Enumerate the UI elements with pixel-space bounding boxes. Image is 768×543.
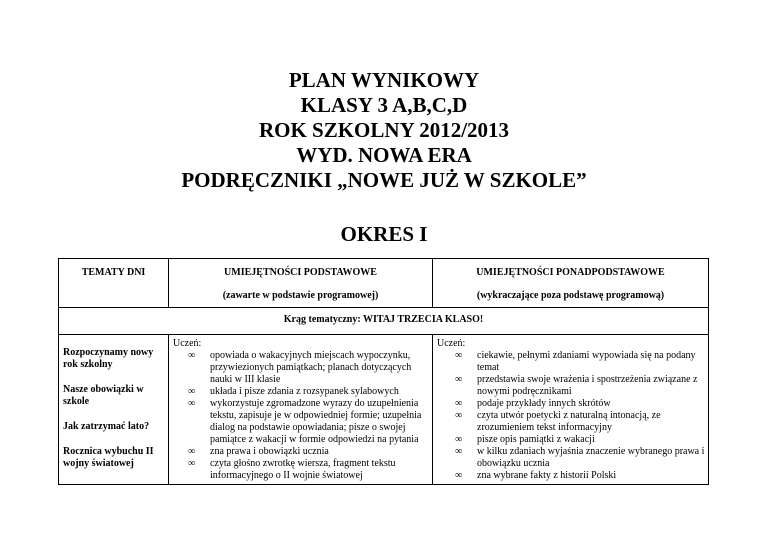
theme-label: Krąg tematyczny: WITAJ TRZECIA KLASO!	[283, 314, 484, 325]
advanced-skills-list	[437, 350, 706, 482]
title-line-3: ROK SZKOLNY 2012/2013	[258, 118, 510, 142]
topic-item: Jak zatrzymać lato?	[63, 421, 150, 432]
header-basic-subtitle: (zawarte w podstawie programowej)	[222, 290, 379, 301]
infinity-bullet-icon: ∞	[455, 410, 463, 421]
list-item: ∞ wykorzystuje zgromadzone wyrazy do uzupełnienia tekstu, zapisuje je w odpowiedniej formie; uzupełnia dialog na podstawie opowiadania; pisze o swojej pamiątce z wakacji w formie odpowiedzi na pytania	[188, 398, 422, 445]
list-item: ∞ układa i pisze zdania z rozsypanek sylabowych	[188, 386, 399, 397]
header-advanced-title: UMIEJĘTNOŚCI PONADPODSTAWOWE	[476, 267, 665, 278]
header-topics: TEMATY DNI	[59, 259, 169, 308]
title-line-4: WYD. NOWA ERA	[296, 143, 472, 167]
content-row	[59, 335, 709, 485]
advanced-skills-cell	[433, 335, 709, 485]
basic-skills-cell	[169, 335, 433, 485]
infinity-bullet-icon: ∞	[455, 434, 463, 445]
period-heading: OKRES I	[340, 222, 428, 246]
infinity-bullet-icon: ∞	[188, 386, 196, 397]
topic-item: Nasze obowiązki w szkole	[63, 384, 144, 407]
header-basic-skills	[169, 259, 433, 308]
list-item: ∞ opowiada o wakacyjnych miejscach wypoczynku, przywiezionych pamiątkach; planach dotyczących nauki w III klasie	[188, 350, 412, 385]
list-item: ∞ w kilku zdaniach wyjaśnia znaczenie wybranego prawa i obowiązku ucznia	[455, 446, 705, 469]
list-item: ∞ podaje przykłady innych skrótów	[455, 398, 611, 409]
list-item: ∞ ciekawie, pełnymi zdaniami wypowiada się na podany temat	[455, 350, 696, 373]
table-header-row	[59, 259, 709, 308]
infinity-bullet-icon: ∞	[455, 350, 463, 361]
infinity-bullet-icon: ∞	[455, 470, 463, 481]
basic-skills-list	[173, 350, 430, 482]
infinity-bullet-icon: ∞	[188, 350, 196, 361]
topics-cell	[59, 335, 169, 485]
title-line-2: KLASY 3 A,B,C,D	[300, 93, 468, 117]
title-line-5: PODRĘCZNIKI „NOWE JUŻ W SZKOLE”	[181, 168, 587, 192]
infinity-bullet-icon: ∞	[455, 398, 463, 409]
student-label: Uczeń:	[173, 338, 202, 349]
header-advanced-subtitle: (wykraczające poza podstawę programową)	[476, 290, 665, 301]
infinity-bullet-icon: ∞	[188, 398, 196, 409]
theme-row	[59, 308, 709, 335]
topic-item: Rocznica wybuchu II wojny światowej	[63, 446, 154, 469]
list-item: ∞ zna prawa i obowiązki ucznia	[188, 446, 329, 457]
infinity-bullet-icon: ∞	[188, 458, 196, 469]
theme-cell	[59, 308, 709, 335]
infinity-bullet-icon: ∞	[455, 374, 463, 385]
list-item: ∞ czyta utwór poetycki z naturalną intonacją, ze zrozumieniem tekst informacyjny	[455, 410, 661, 433]
infinity-bullet-icon: ∞	[188, 446, 196, 457]
infinity-bullet-icon: ∞	[455, 446, 463, 457]
header-basic-title: UMIEJĘTNOŚCI PODSTAWOWE	[224, 267, 377, 278]
list-item: ∞ pisze opis pamiątki z wakacji	[455, 434, 595, 445]
document-title	[0, 68, 768, 193]
title-line-1: PLAN WYNIKOWY	[288, 68, 480, 92]
student-label: Uczeń:	[437, 338, 466, 349]
list-item: ∞ zna wybrane fakty z historii Polski	[455, 470, 617, 481]
header-advanced-skills	[433, 259, 709, 308]
plan-table	[58, 258, 709, 485]
list-item: ∞ czyta głośno zwrotkę wiersza, fragment tekstu informacyjnego o II wojnie światowej	[188, 458, 396, 481]
topic-item: Rozpoczynamy nowy rok szkolny	[63, 347, 154, 370]
list-item: ∞ przedstawia swoje wrażenia i spostrzeżenia związane z nowymi podręcznikami	[455, 374, 698, 397]
